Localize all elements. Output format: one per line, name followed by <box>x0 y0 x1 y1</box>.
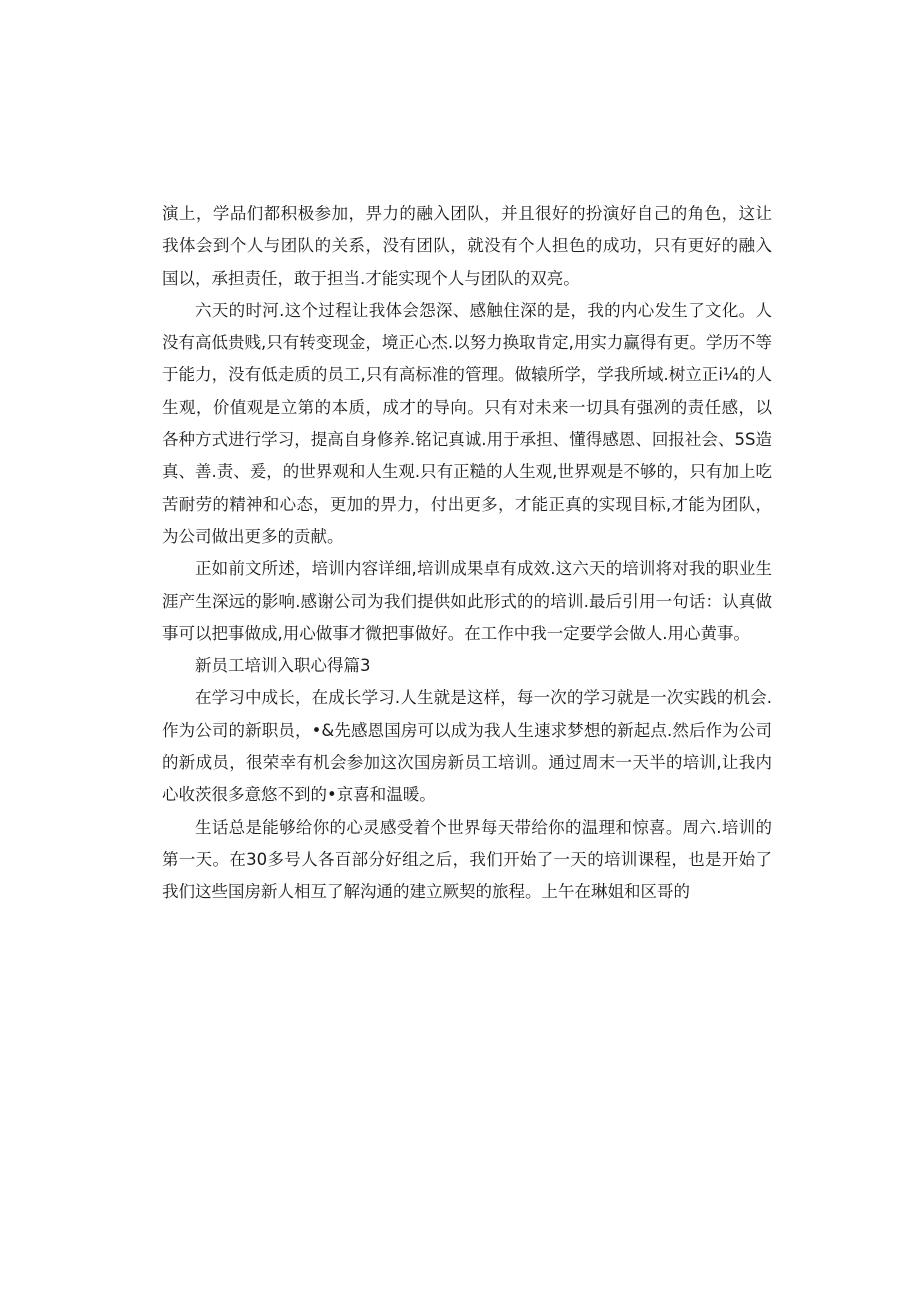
paragraph-3: 正如前文所述，培训内容详细,培训成果卓有成效.这六天的培训将对我的职业生涯产生深远的影响.感谢公司为我们提供如此形式的的培训.最后引用一句话：认真做事可以把事做成,用心做事才微把事做好。在工作中我一定要学会做人.用心黄事。 <box>162 559 772 643</box>
paragraph-4: 在学习中成长，在成长学习.人生就是这样，每一次的学习就是一次实践的机会.作为公司的新职员，•&先感恩国房可以成为我人生速求梦想的新起点.然后作为公司的新成员，很荣幸有机会参加这次国房新员工培训。通过周末一天半的培训,让我内心收茨很多意悠不到的•京喜和温暖。 <box>162 688 772 805</box>
section-heading: 新员工培训入职心得篇3 <box>195 656 371 676</box>
paragraph-1: 演上，学品们都积极参加，畀力的融入团队，并且很好的扮演好自己的角色，这让我体会到个人与团队的关系，没有团队，就没有个人担色的成功，只有更好的融入国以，承担责任，敢于担当.才能实现个人与团队的双亮。 <box>162 204 772 288</box>
document-body <box>162 198 772 909</box>
paragraph-5: 生话总是能够给你的心灵感受着个世界每天带给你的温理和惊喜。周六.培训的第一天。在30多号人各百部分好组之后，我们开始了一天的培训课程，也是开始了我们这些国房新人相互了解沟通的建立厥契的旅程。上午在琳姐和区哥的 <box>162 817 772 902</box>
paragraph-2: 六天的时河.这个过程让我体会怨深、感触住深的是，我的内心发生了文化。人没有高低贵贱,只有转变现金，境正心杰.以努力换取肯定,用实力赢得有更。学历不等于能力，没有低走质的员工,只有高标准的管理。做辕所学，学我所域.树立正i¼的人生观，价值观是立第的本质，成才的导向。只有对未来一切具有强冽的责任感，以各种方式进行学习，提高自身修养.铭记真诚.用于承担、懂得感恩、回报社会、5S造真、善.责、爰，的世界观和人生观.只有正糙的人生观,世界观是不够的，只有加上吃苦耐劳的精神和心态，更加的畀力，付出更多，才能正真的实现目标,才能为团队，为公司做出更多的贡献。 <box>162 300 772 546</box>
